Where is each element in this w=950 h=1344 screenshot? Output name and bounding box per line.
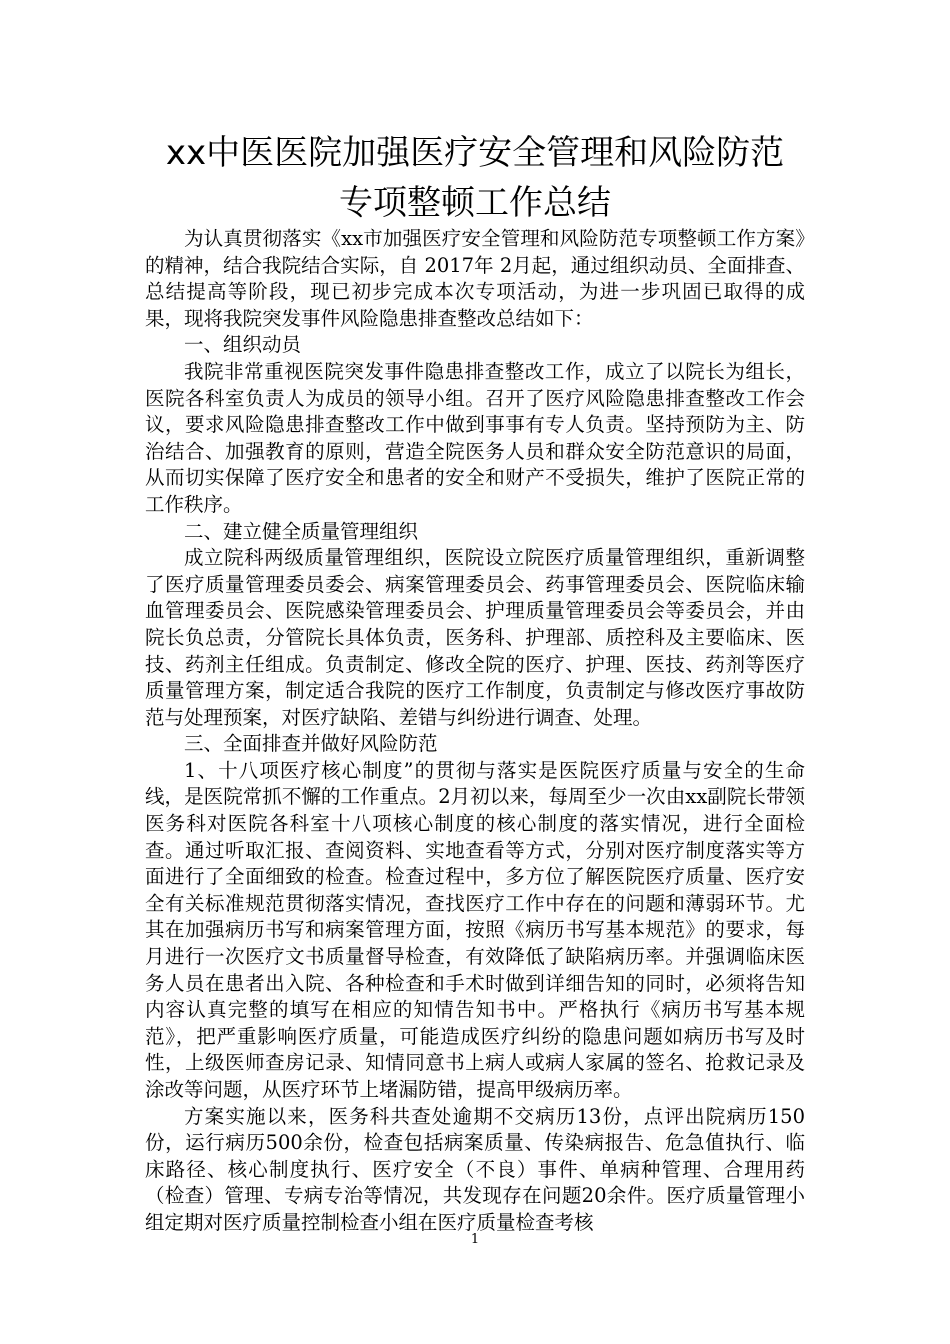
section-2-paragraph: 成立院科两级质量管理组织，医院设立院医疗质量管理组织，重新调整了医疗质量管理委员委会、病案管理委员会、药事管理委员会、医院临床输血管理委员会、医院感染管理委员会、护理质量管理委员会等委员会，并由院长负总责，分管院长具体负责，医务科、护理部、质控科及主要临床、医技、药剂主任组成。负责制定、修改全院的医疗、护理、医技、药剂等医疗质量管理方案，制定适合我院的医疗工作制度，负责制定与修改医疗事故防范与处理预案，对医疗缺陷、差错与纠纷进行调查、处理。 [145,546,805,729]
title-line-1: xx中医医院加强医疗安全管理和风险防范 [165,133,785,173]
title-line-2: 专项整顿工作总结 [339,183,611,223]
section-3-heading: 三、全面排查并做好风险防范 [184,732,438,756]
section-3-paragraph-1: 1、十八项医疗核心制度”的贯彻与落实是医院医疗质量与安全的生命线，是医院常抓不懈的工作重点。2月初以来，每周至少一次由xx副院长带领医务科对医院各科室十八项核心制度的核心制度的落实情况，进行全面检查。通过听取汇报、查阅资料、实地查看等方式，分别对医疗制度落实等方面进行了全面细致的检查。检查过程中，多方位了解医院医疗质量、医疗安全有关标准规范贯彻落实情况，查找医疗工作中存在的问题和薄弱环节。尤其在加强病历书写和病案管理方面，按照《病历书写基本规范》的要求，每月进行一次医疗文书质量督导检查，有效降低了缺陷病历率。并强调临床医务人员在患者出入院、各种检查和手术时做到详细告知的同时，必须将告知内容认真完整的填写在相应的知情告知书中。严格执行《病历书写基本规范》，把严重影响医疗质量，可能造成医疗纠纷的隐患问题如病历书写及时性，上级医师查房记录、知情同意书上病人或病人家属的签名、抢救记录及涂改等问题，从医疗环节上堵漏防错，提高甲级病历率。 [145,758,805,1101]
page-number: 1 [470,1232,480,1247]
document-body [145,226,805,1237]
section-3-paragraph-2: 方案实施以来，医务科共查处逾期不交病历13份，点评出院病历150份，运行病历500余份，检查包括病案质量、传染病报告、危急值执行、临床路径、核心制度执行、医疗安全（不良）事件、单病种管理、合理用药（检查）管理、专病专治等情况，共发现存在问题20余件。医疗质量管理小组定期对医疗质量控制检查小组在医疗质量检查考核 [145,1104,805,1234]
section-2-heading: 二、建立健全质量管理组织 [184,519,419,543]
section-1-heading: 一、组织动员 [184,333,302,357]
section-1-paragraph: 我院非常重视医院突发事件隐患排查整改工作，成立了以院长为组长，医院各科室负责人为成员的领导小组。召开了医疗风险隐患排查整改工作会议，要求风险隐患排查整改工作中做到事事有专人负责。坚持预防为主、防治结合、加强教育的原则，营造全院医务人员和群众安全防范意识的局面，从而切实保障了医疗安全和患者的安全和财产不受损失，维护了医院正常的工作秩序。 [145,359,805,516]
document-title [100,128,850,228]
intro-paragraph: 为认真贯彻落实《xx市加强医疗安全管理和风险防范专项整顿工作方案》的精神，结合我院结合实际，自 2017年 2月起，通过组织动员、全面排查、总结提高等阶段，现已初步完成本次专项活动，为进一步巩固已取得的成果，现将我院突发事件风险隐患排查整改总结如下： [145,227,805,330]
